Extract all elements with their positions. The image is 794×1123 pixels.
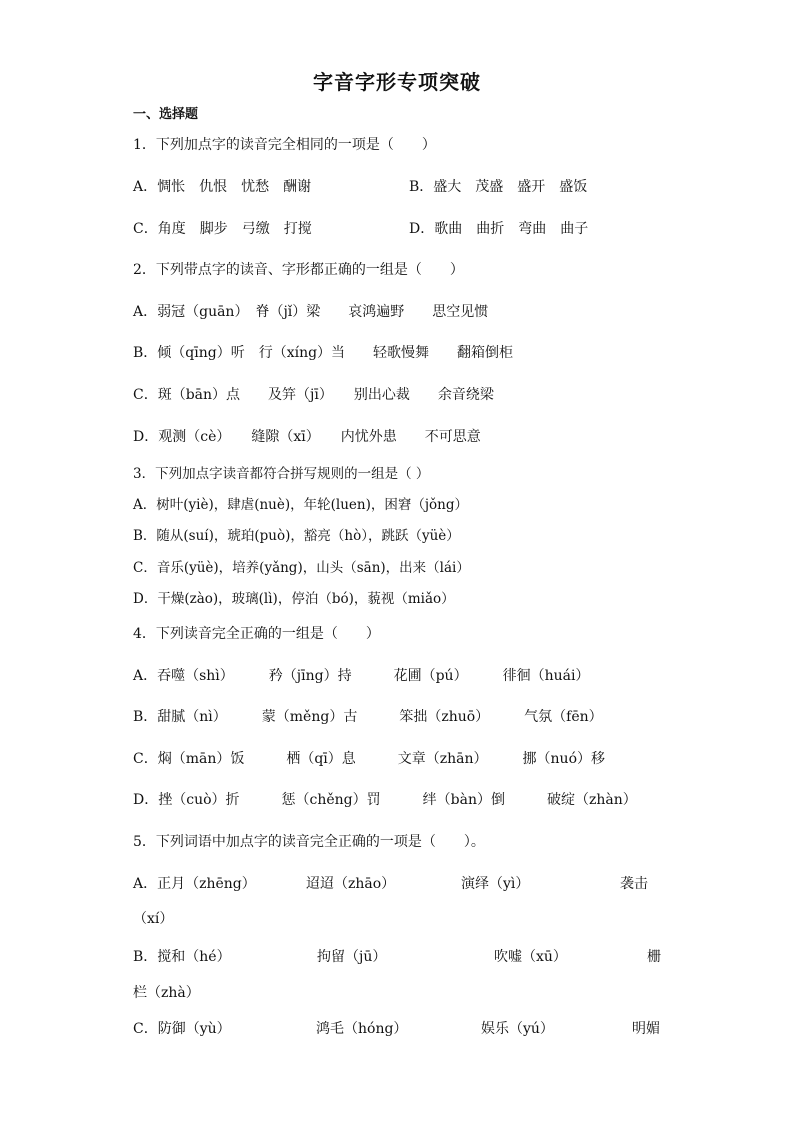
q2-stem: 2．下列带点字的读音、字形都正确的一组是（ ） — [133, 262, 464, 278]
q1-option-a: A．惆怅 仇恨 忧愁 酬谢 — [133, 179, 312, 195]
q4-option-b: B．甜腻（nì） 蒙（měng）古 笨拙（zhuō） 气氛（fēn） — [133, 709, 603, 725]
q3-option-c: C．音乐(yüè)，培养(yǎng)，山头（sān)，出来（lái） — [133, 560, 470, 576]
q5-option-c-item-1: C．防御（yù） — [133, 1021, 231, 1037]
q1-option-c: C．角度 脚步 弓缴 打搅 — [133, 221, 312, 237]
q1-stem: 1．下列加点字的读音完全相同的一项是（ ） — [133, 137, 436, 153]
q5-option-b-item-3: 吹嘘（xū） — [494, 949, 567, 965]
q5-option-b-item-1: B．搅和（hé） — [133, 949, 231, 965]
q1-option-d: D．歌曲 曲折 弯曲 曲子 — [409, 221, 589, 237]
q5-option-a-item-4: 袭击 — [620, 876, 648, 892]
q4-option-a: A．吞噬（shì） 矜（jīng）持 花圃（pú） 徘徊（huái） — [133, 668, 590, 684]
q3-stem: 3．下列加点字读音都符合拼写规则的一组是（ ） — [133, 466, 430, 482]
q3-option-b: B．随从(suí)，琥珀(può)，豁亮（hò），跳跃（yüè） — [133, 528, 460, 544]
q2-option-d: D．观测（cè） 缝隙（xī） 内忧外患 不可思意 — [133, 429, 481, 445]
q1-option-b: B．盛大 茂盛 盛开 盛饭 — [409, 179, 588, 195]
q4-stem: 4．下列读音完全正确的一组是（ ） — [133, 626, 380, 642]
q5-option-a-item-3: 演绎（yì） — [461, 876, 530, 892]
q5-option-c-item-4: 明媚 — [632, 1021, 660, 1037]
q5-option-b-item-4: 栅 — [647, 949, 661, 965]
page-title: 字音字形专项突破 — [313, 70, 481, 94]
q4-option-c: C．焖（mān）饭 栖（qī）息 文章（zhān） 挪（nuó）移 — [133, 751, 606, 767]
q5-option-a-item-1: A．正月（zhēng） — [133, 876, 256, 892]
q5-stem: 5．下列词语中加点字的读音完全正确的一项是（ ）。 — [133, 834, 485, 850]
section-heading: 一、选择题 — [133, 107, 199, 122]
q2-option-a: A．弱冠（guān） 脊（jǐ）梁 哀鸿遍野 思空见惯 — [133, 304, 489, 320]
q5-option-b-item-2: 拘留（jū） — [317, 949, 387, 965]
q2-option-c: C．斑（bān）点 及笄（jī） 别出心裁 余音绕梁 — [133, 387, 494, 403]
q3-option-d: D．干燥(zào)，玻璃(lì)，停泊（bó)，藐视（miǎo） — [133, 591, 455, 607]
q5-option-b-wrap: 栏（zhà） — [133, 985, 200, 1001]
q5-option-c-item-2: 鸿毛（hóng） — [316, 1021, 408, 1037]
q5-option-a-item-2: 迢迢（zhāo） — [306, 876, 396, 892]
q5-option-c-item-3: 娱乐（yú） — [481, 1021, 554, 1037]
q3-option-a: A．树叶(yiè)，肆虐(nuè)，年轮(luen)，困窘（jǒng） — [133, 497, 469, 513]
q4-option-d: D．挫（cuò）折 惩（chěng）罚 绊（bàn）倒 破绽（zhàn） — [133, 792, 637, 808]
q2-option-b: B．倾（qīng）听 行（xíng）当 轻歌慢舞 翻箱倒柜 — [133, 345, 514, 361]
q5-option-a-wrap: （xí） — [133, 911, 174, 927]
